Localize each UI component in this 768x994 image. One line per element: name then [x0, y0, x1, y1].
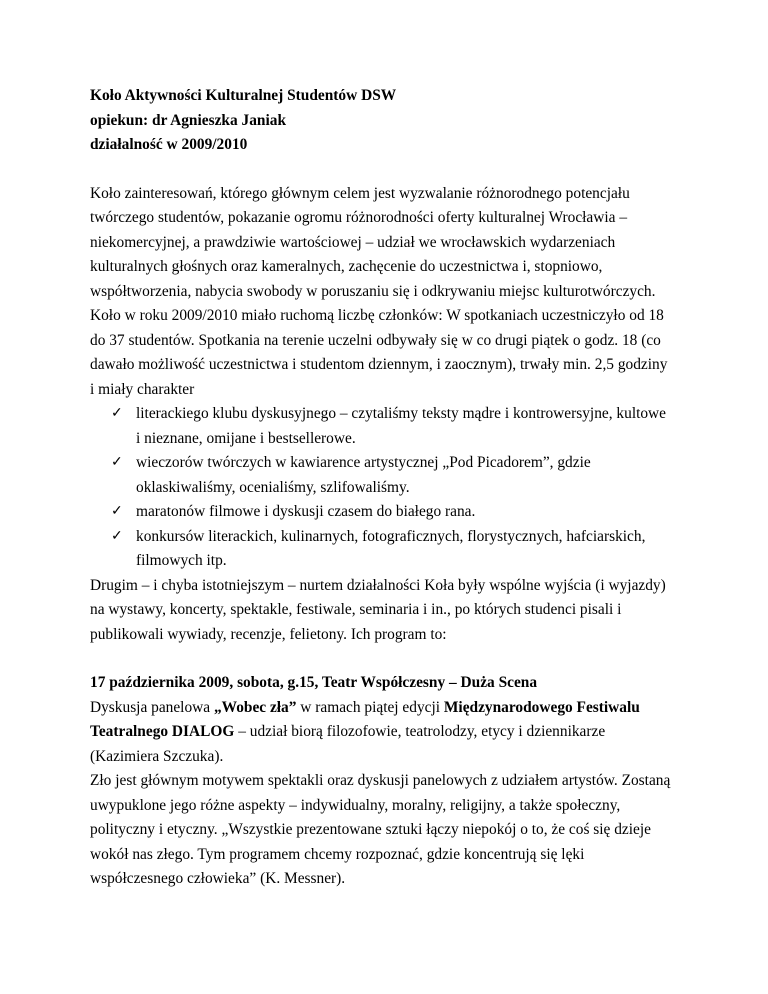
list-item — [90, 500, 680, 525]
list-item-continuation: oklaskiwaliśmy, ocenialiśmy, szlifowaliśmy. — [136, 478, 410, 496]
event-line: (Kazimiera Szczuka). — [90, 747, 224, 765]
list-item-label: wieczorów twórczych w kawiarence artystycznej „Pod Picadorem”, gdzie — [136, 454, 591, 471]
outro-paragraph — [90, 574, 680, 648]
text-line: polityczny i etyczny. „Wszystkie prezentowane sztuki łączy niepokój o to, że coś się dzieje — [90, 821, 651, 838]
list-item — [90, 451, 680, 500]
text-line: współtworzenia, nabycia swobody w poruszaniu się i odkrywaniu miejsc kulturotwórczych. — [90, 282, 656, 300]
checkmark-icon: ✓ — [111, 406, 123, 421]
activity-period-line: działalność w 2009/2010 — [90, 136, 248, 153]
text-line: Koło zainteresowań, którego głównym celem jest wyzwalanie różnorodnego potencjału — [90, 184, 630, 202]
list-item-continuation: filmowych itp. — [136, 552, 227, 569]
text-line: dawało możliwość uczestnictwa i studentom dziennym, i zaocznym), trwały min. 2,5 godziny — [90, 356, 668, 373]
list-item-label: maratonów filmowe i dyskusji czasem do białego rana. — [136, 503, 476, 520]
event-text: Dyskusja panelowa — [90, 698, 214, 716]
list-item-label: literackiego klubu dyskusyjnego – czytaliśmy teksty mądre i kontrowersyjne, kultowe — [136, 405, 667, 422]
list-item — [90, 402, 680, 451]
checkmark-icon: ✓ — [111, 455, 123, 470]
list-item-text — [90, 500, 680, 525]
list-item-label: konkursów literackich, kulinarnych, fotograficznych, florystycznych, hafciarskich, — [136, 527, 646, 545]
text-line: Drugim – i chyba istotniejszym – nurtem działalności Koła były wspólne wyjścia (i wyjazdy) — [90, 576, 666, 594]
text-line: na wystawy, koncerty, spektakle, festiwale, seminaria i in., po których studenci pisali i — [90, 601, 622, 618]
intro-paragraph — [90, 182, 680, 403]
event-text: w ramach piątej edycji — [296, 698, 444, 716]
list-item-text — [90, 451, 680, 476]
text-line: wokół nas złego. Tym programem chcemy rozpoznać, gdzie koncentrują się lęki — [90, 845, 585, 863]
text-line: Zło jest głównym motywem spektakli oraz dyskusji panelowych z udziałem artystów. Zostaną — [90, 772, 671, 789]
event-heading: 17 października 2009, sobota, g.15, Teatr Współczesny – Duża Scena — [90, 674, 538, 691]
document-body — [90, 84, 680, 892]
text-line: niekomercyjnej, a prawdziwie wartościowej – udział we wrocławskich wydarzeniach — [90, 233, 616, 251]
event-title: „Wobec zła” — [213, 698, 297, 716]
text-line: Koło w roku 2009/2010 miało ruchomą liczbę członków: W spotkaniach uczestniczyło od 18 — [90, 307, 664, 324]
event-line — [90, 720, 680, 745]
festival-name: Międzynarodowego Festiwalu — [443, 698, 640, 716]
text-line: do 37 studentów. Spotkania na terenie uczelni odbywały się w co drugi piątek o godz. 18 (co — [90, 331, 661, 349]
text-line: twórczego studentów, pokazanie ogromu różnorodności oferty kulturalnej Wrocławia – — [90, 209, 628, 226]
list-item-continuation: i nieznane, omijane i bestsellerowe. — [136, 429, 356, 447]
activity-list — [90, 402, 680, 574]
checkmark-icon: ✓ — [111, 528, 123, 544]
paragraph-gap — [90, 158, 680, 182]
event-section — [90, 671, 680, 892]
list-item-text — [90, 402, 680, 427]
paragraph-gap — [90, 647, 680, 671]
checkmark-icon: ✓ — [111, 504, 123, 519]
list-item — [90, 525, 680, 574]
festival-name: Teatralnego DIALOG — [90, 723, 235, 740]
text-line: uwypuklone jego różne aspekty – indywidualny, moralny, religijny, a także społeczny, — [90, 796, 621, 814]
text-line: publikowali wywiady, recenzje, felietony. Ich program to: — [90, 625, 447, 643]
document-title: Koło Aktywności Kulturalnej Studentów DSW — [90, 87, 397, 104]
text-line: kulturalnych głośnych oraz kameralnych, zachęcenie do uczestnictwa i, stopniowo, — [90, 258, 603, 275]
supervisor-line: opiekun: dr Agnieszka Janiak — [90, 111, 287, 129]
text-line: i miały charakter — [90, 380, 195, 398]
event-text: – udział biorą filozofowie, teatrolodzy, etycy i dziennikarze — [234, 723, 606, 740]
event-line — [90, 696, 680, 721]
list-item-text — [90, 525, 680, 550]
text-line: współczesnego człowieka” (K. Messner). — [90, 870, 346, 887]
